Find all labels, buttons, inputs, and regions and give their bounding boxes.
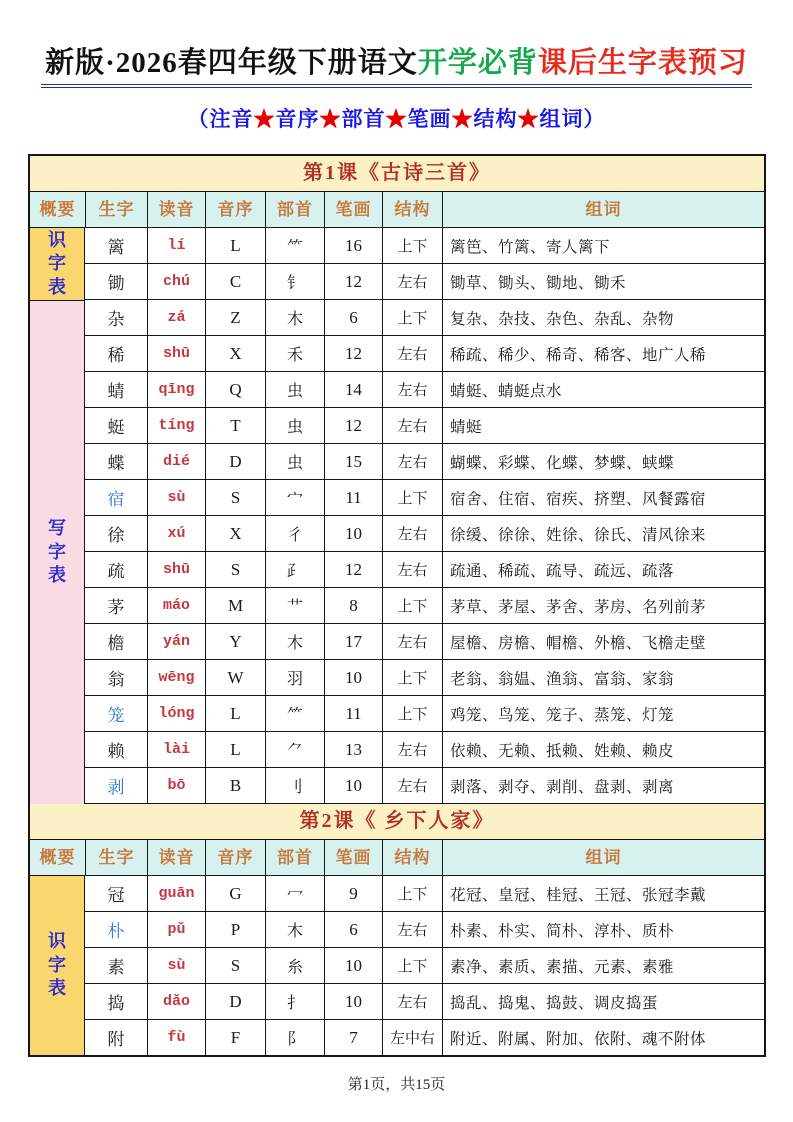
pinyin-cell: sù <box>147 480 205 515</box>
char-cell: 蝶 <box>107 454 125 473</box>
radical-cell: 羽 <box>265 660 324 695</box>
initial-letter-cell: X <box>205 336 265 371</box>
vocab-row <box>85 912 764 948</box>
radical-cell: 刂 <box>265 768 324 803</box>
char-cell: 疏 <box>107 562 125 581</box>
structure-cell: 左右 <box>382 264 442 299</box>
radical-cell: 宀 <box>265 480 324 515</box>
words-cell: 徐缓、徐徐、姓徐、徐氏、清风徐来 <box>442 516 764 551</box>
words-cell: 篱笆、竹篱、寄人篱下 <box>442 228 764 263</box>
radical-cell: 虫 <box>265 408 324 443</box>
column-header: 部首 <box>265 840 324 875</box>
pinyin-cell: máo <box>147 588 205 623</box>
char-cell: 附 <box>107 1030 125 1049</box>
char-cell: 篱 <box>107 238 125 257</box>
vocab-row <box>85 696 764 732</box>
column-header: 笔画 <box>324 840 382 875</box>
lesson-2-rows <box>85 876 764 1055</box>
stroke-count-cell: 7 <box>324 1020 382 1055</box>
title-segment: 课后生字表预习 <box>537 47 748 79</box>
stroke-count-cell: 14 <box>324 372 382 407</box>
pinyin-cell: guān <box>147 876 205 911</box>
char-cell: 捣 <box>107 994 125 1013</box>
pinyin-cell: fù <box>147 1020 205 1055</box>
structure-cell: 左右 <box>382 732 442 767</box>
lesson-2-body <box>30 876 764 1055</box>
words-cell: 稀疏、稀少、稀奇、稀客、地广人稀 <box>442 336 764 371</box>
pinyin-cell: lí <box>147 228 205 263</box>
pinyin-cell: wēng <box>147 660 205 695</box>
column-header: 组词 <box>442 192 764 227</box>
pinyin-cell: dié <box>147 444 205 479</box>
subtitle-segment: 音序 <box>275 107 320 131</box>
char-cell: 杂 <box>107 310 125 329</box>
vocab-row <box>85 624 764 660</box>
column-header: 笔画 <box>324 192 382 227</box>
words-cell: 锄草、锄头、锄地、锄禾 <box>442 264 764 299</box>
column-header: 概要 <box>39 848 76 867</box>
words-cell: 屋檐、房檐、帽檐、外檐、飞檐走壁 <box>442 624 764 659</box>
structure-cell: 上下 <box>382 660 442 695</box>
summary-section-label: 识字表 <box>48 931 66 999</box>
radical-cell: 虫 <box>265 444 324 479</box>
column-header: 生字 <box>85 192 147 227</box>
stroke-count-cell: 12 <box>324 336 382 371</box>
initial-letter-cell: L <box>205 696 265 731</box>
lesson-2-table <box>30 804 764 1055</box>
column-header: 概要 <box>39 200 76 219</box>
stroke-count-cell: 6 <box>324 300 382 335</box>
stroke-count-cell: 6 <box>324 912 382 947</box>
words-cell: 捣乱、捣鬼、捣鼓、调皮捣蛋 <box>442 984 764 1019</box>
pinyin-cell: shū <box>147 336 205 371</box>
stroke-count-cell: 10 <box>324 516 382 551</box>
char-cell: 剥 <box>107 778 125 797</box>
initial-letter-cell: Q <box>205 372 265 407</box>
stroke-count-cell: 15 <box>324 444 382 479</box>
stroke-count-cell: 11 <box>324 696 382 731</box>
stroke-count-cell: 11 <box>324 480 382 515</box>
structure-cell: 左右 <box>382 984 442 1019</box>
stroke-count-cell: 12 <box>324 552 382 587</box>
title-segment: 新版·2026春四年级下册语文 <box>45 47 418 79</box>
structure-cell: 上下 <box>382 876 442 911</box>
char-cell: 蜻 <box>107 382 125 401</box>
initial-letter-cell: L <box>205 732 265 767</box>
words-cell: 依赖、无赖、抵赖、姓赖、赖皮 <box>442 732 764 767</box>
structure-cell: 上下 <box>382 696 442 731</box>
radical-cell: 彳 <box>265 516 324 551</box>
words-cell: 鸡笼、鸟笼、笼子、蒸笼、灯笼 <box>442 696 764 731</box>
lesson-1-rows <box>85 228 764 804</box>
words-cell: 宿舍、住宿、宿疾、挤塑、风餐露宿 <box>442 480 764 515</box>
initial-letter-cell: B <box>205 768 265 803</box>
lesson-2-summary-column <box>30 876 85 1055</box>
initial-letter-cell: T <box>205 408 265 443</box>
vocab-row <box>85 1020 764 1055</box>
initial-letter-cell: L <box>205 228 265 263</box>
char-cell: 稀 <box>107 346 125 365</box>
pinyin-cell: xú <box>147 516 205 551</box>
structure-cell: 上下 <box>382 948 442 983</box>
radical-cell: ⺈ <box>265 732 324 767</box>
vocab-row <box>85 264 764 300</box>
subtitle-segment: （注音 <box>187 107 254 131</box>
stroke-count-cell: 12 <box>324 264 382 299</box>
summary-section <box>30 300 84 804</box>
pinyin-cell: qīng <box>147 372 205 407</box>
radical-cell: 扌 <box>265 984 324 1019</box>
vocab-row <box>85 300 764 336</box>
page-subtitle <box>0 103 793 133</box>
vocab-tables <box>28 154 766 1057</box>
initial-letter-cell: Y <box>205 624 265 659</box>
structure-cell: 上下 <box>382 300 442 335</box>
radical-cell: 糸 <box>265 948 324 983</box>
initial-letter-cell: S <box>205 948 265 983</box>
vocab-row <box>85 984 764 1020</box>
pinyin-cell: tíng <box>147 408 205 443</box>
words-cell: 茅草、茅屋、茅舍、茅房、名列前茅 <box>442 588 764 623</box>
column-header: 读音 <box>147 840 205 875</box>
char-cell: 茅 <box>107 598 125 617</box>
stroke-count-cell: 10 <box>324 984 382 1019</box>
stroke-count-cell: 8 <box>324 588 382 623</box>
column-header: 结构 <box>382 840 442 875</box>
subtitle-segment: ★ <box>319 107 342 131</box>
structure-cell: 左右 <box>382 444 442 479</box>
title-segment: 开学必背 <box>417 47 538 79</box>
structure-cell: 上下 <box>382 588 442 623</box>
structure-cell: 左右 <box>382 372 442 407</box>
pinyin-cell: bō <box>147 768 205 803</box>
pinyin-cell: yán <box>147 624 205 659</box>
initial-letter-cell: Z <box>205 300 265 335</box>
radical-cell: 禾 <box>265 336 324 371</box>
page-footer: 第1页，共15页 <box>347 1077 446 1093</box>
initial-letter-cell: S <box>205 552 265 587</box>
stroke-count-cell: 10 <box>324 948 382 983</box>
char-cell: 宿 <box>107 490 125 509</box>
stroke-count-cell: 10 <box>324 660 382 695</box>
initial-letter-cell: X <box>205 516 265 551</box>
subtitle-segment: ★ <box>385 107 408 131</box>
vocab-row <box>85 768 764 804</box>
subtitle-segment: 部首 <box>341 107 386 131</box>
structure-cell: 左右 <box>382 552 442 587</box>
column-header: 部首 <box>265 192 324 227</box>
summary-section <box>30 876 84 1055</box>
char-cell: 徐 <box>107 526 125 545</box>
initial-letter-cell: D <box>205 444 265 479</box>
words-cell: 剥落、剥夺、剥削、盘剥、剥离 <box>442 768 764 803</box>
subtitle-segment: ★ <box>253 107 276 131</box>
pinyin-cell: chú <box>147 264 205 299</box>
vocab-row <box>85 372 764 408</box>
words-cell: 素净、素质、素描、元素、素雅 <box>442 948 764 983</box>
words-cell: 蜻蜓 <box>442 408 764 443</box>
vocab-row <box>85 516 764 552</box>
structure-cell: 左右 <box>382 336 442 371</box>
vocab-row <box>85 336 764 372</box>
structure-cell: 左右 <box>382 912 442 947</box>
vocab-row <box>85 588 764 624</box>
char-cell: 蜓 <box>107 418 125 437</box>
char-cell: 素 <box>107 958 125 977</box>
lesson-1-body <box>30 228 764 804</box>
page-title <box>41 40 752 88</box>
column-header: 组词 <box>442 840 764 875</box>
lesson-1-table <box>30 156 764 804</box>
vocab-row <box>85 552 764 588</box>
stroke-count-cell: 13 <box>324 732 382 767</box>
vocab-row <box>85 660 764 696</box>
radical-cell: 虫 <box>265 372 324 407</box>
initial-letter-cell: S <box>205 480 265 515</box>
structure-cell: 左右 <box>382 516 442 551</box>
radical-cell: ⺮ <box>265 696 324 731</box>
vocab-row <box>85 408 764 444</box>
words-cell: 蝴蝶、彩蝶、化蝶、梦蝶、蛱蝶 <box>442 444 764 479</box>
summary-section <box>30 228 84 300</box>
words-cell: 蜻蜓、蜻蜓点水 <box>442 372 764 407</box>
initial-letter-cell: P <box>205 912 265 947</box>
vocab-row <box>85 444 764 480</box>
words-cell: 花冠、皇冠、桂冠、王冠、张冠李戴 <box>442 876 764 911</box>
column-header: 结构 <box>382 192 442 227</box>
pinyin-cell: sù <box>147 948 205 983</box>
structure-cell: 左右 <box>382 408 442 443</box>
pinyin-cell: lóng <box>147 696 205 731</box>
vocab-row <box>85 732 764 768</box>
char-cell: 朴 <box>107 922 125 941</box>
lesson-1-summary-column <box>30 228 85 804</box>
subtitle-segment: 结构 <box>473 107 518 131</box>
vocab-row <box>85 480 764 516</box>
pinyin-cell: dǎo <box>147 984 205 1019</box>
initial-letter-cell: C <box>205 264 265 299</box>
title-row <box>0 0 793 88</box>
pinyin-cell: shū <box>147 552 205 587</box>
radical-cell: 木 <box>265 300 324 335</box>
radical-cell: 钅 <box>265 264 324 299</box>
column-header: 音序 <box>205 840 265 875</box>
radical-cell: 木 <box>265 912 324 947</box>
char-cell: 笼 <box>107 706 125 725</box>
radical-cell: 冖 <box>265 876 324 911</box>
summary-section-label: 识字表 <box>48 229 66 297</box>
char-cell: 冠 <box>107 886 125 905</box>
stroke-count-cell: 17 <box>324 624 382 659</box>
pinyin-cell: zá <box>147 300 205 335</box>
pinyin-cell: pǔ <box>147 912 205 947</box>
column-header: 音序 <box>205 192 265 227</box>
subtitle-segment: ★ <box>451 107 474 131</box>
char-cell: 檐 <box>107 634 125 653</box>
subtitle-segment: ★ <box>517 107 540 131</box>
radical-cell: 阝 <box>265 1020 324 1055</box>
initial-letter-cell: W <box>205 660 265 695</box>
radical-cell: 木 <box>265 624 324 659</box>
structure-cell: 左右 <box>382 624 442 659</box>
stroke-count-cell: 10 <box>324 768 382 803</box>
vocab-row <box>85 876 764 912</box>
structure-cell: 左中右 <box>382 1020 442 1055</box>
vocab-row <box>85 228 764 264</box>
structure-cell: 上下 <box>382 480 442 515</box>
subtitle-segment: 笔画 <box>407 107 452 131</box>
column-header: 生字 <box>85 840 147 875</box>
lesson-1-header-row <box>30 192 764 228</box>
char-cell: 锄 <box>107 274 125 293</box>
radical-cell: 艹 <box>265 588 324 623</box>
initial-letter-cell: D <box>205 984 265 1019</box>
words-cell: 复杂、杂技、杂色、杂乱、杂物 <box>442 300 764 335</box>
words-cell: 老翁、翁媪、渔翁、富翁、家翁 <box>442 660 764 695</box>
column-header: 读音 <box>147 192 205 227</box>
radical-cell: ⺪ <box>265 552 324 587</box>
radical-cell: ⺮ <box>265 228 324 263</box>
stroke-count-cell: 16 <box>324 228 382 263</box>
lesson-1-title: 第1课《古诗三首》 <box>30 156 764 192</box>
initial-letter-cell: F <box>205 1020 265 1055</box>
summary-section-label: 写字表 <box>48 518 66 586</box>
subtitle-segment: 组词） <box>539 107 606 131</box>
words-cell: 疏通、稀疏、疏导、疏远、疏落 <box>442 552 764 587</box>
initial-letter-cell: G <box>205 876 265 911</box>
char-cell: 翁 <box>107 670 125 689</box>
lesson-2-title: 第2课《 乡下人家》 <box>30 804 764 840</box>
vocab-row <box>85 948 764 984</box>
char-cell: 赖 <box>107 742 125 761</box>
words-cell: 朴素、朴实、简朴、淳朴、质朴 <box>442 912 764 947</box>
initial-letter-cell: M <box>205 588 265 623</box>
structure-cell: 左右 <box>382 768 442 803</box>
stroke-count-cell: 9 <box>324 876 382 911</box>
lesson-2-header-row <box>30 840 764 876</box>
structure-cell: 上下 <box>382 228 442 263</box>
pinyin-cell: lài <box>147 732 205 767</box>
stroke-count-cell: 12 <box>324 408 382 443</box>
words-cell: 附近、附属、附加、依附、魂不附体 <box>442 1020 764 1055</box>
